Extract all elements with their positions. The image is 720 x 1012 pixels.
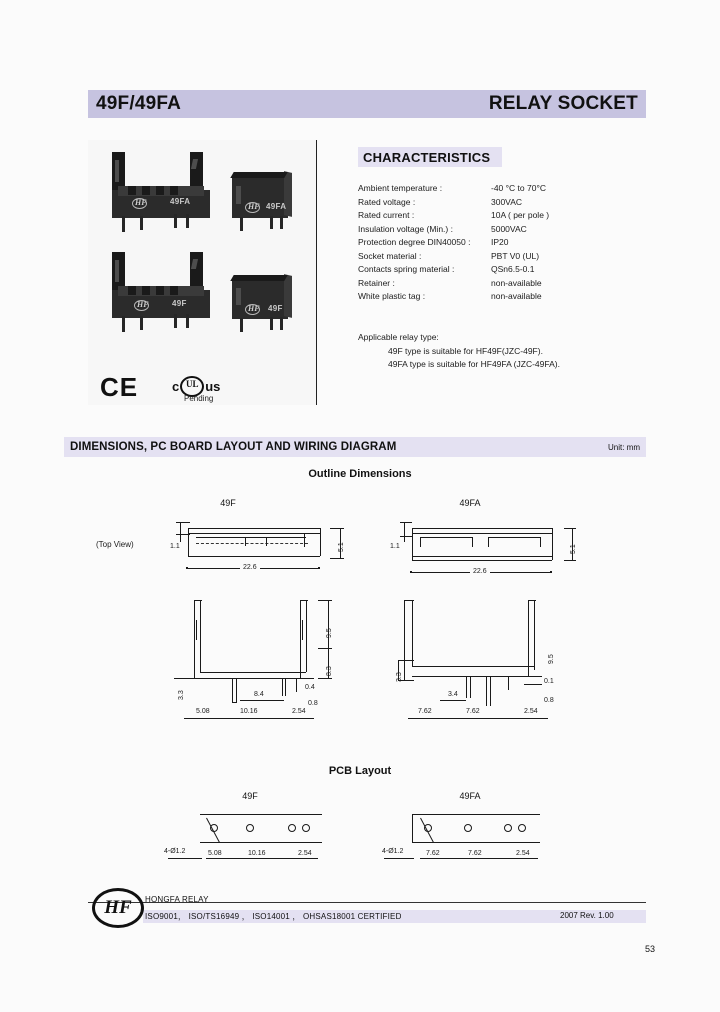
char-key: Contacts spring material : (358, 264, 455, 274)
hf-logo-mark: HF (248, 202, 260, 211)
socket-49f-open (106, 252, 216, 330)
applicable-relay-type (358, 331, 648, 372)
approval-marks (100, 372, 300, 406)
socket-label-49fa: 49FA (170, 197, 191, 206)
characteristics-row (358, 223, 638, 237)
dim-49f-top-width: 22.6 (240, 564, 260, 571)
dim-49fa-top-left: 1.1 (390, 543, 400, 550)
char-key: Retainer : (358, 277, 395, 288)
characteristics-row (358, 196, 638, 210)
top-view-label: (Top View) (96, 540, 134, 549)
model-title: 49F/49FA (96, 93, 182, 114)
dim-49fa-right-a: 0.1 (544, 678, 554, 685)
dim-49fa-bottom-2: 7.62 (466, 708, 480, 715)
ce-mark-icon: CE (100, 372, 139, 402)
characteristics-heading-band (358, 147, 502, 167)
dim-49f-bottom-2: 10.16 (240, 708, 258, 715)
socket-49fa-open (106, 152, 216, 230)
ul-letters: UL (185, 379, 199, 389)
characteristics-row (358, 182, 638, 196)
socket-label-49f: 49F (172, 299, 187, 308)
characteristics-heading: CHARACTERISTICS (363, 149, 491, 165)
applicable-49f: 49F type is suitable for HF49F(JZC-49F). (388, 345, 543, 356)
ul-us-letters: us (205, 379, 221, 394)
char-key: Rated current : (358, 210, 415, 220)
product-photo (88, 140, 316, 405)
char-key: Ambient temperature : (358, 183, 443, 193)
product-title: RELAY SOCKET (488, 93, 638, 114)
dim-49fa-bottom-1: 7.62 (418, 708, 432, 715)
pcb-49f-dim-1: 5.08 (208, 850, 222, 857)
characteristics-row (358, 290, 638, 304)
pcb-label-49fa: 49FA (459, 791, 481, 801)
dim-49f-side-b: 8.3 (326, 666, 333, 676)
pending-label: Pending (184, 394, 214, 403)
dim-49f-right-b: 0.8 (308, 700, 318, 707)
dim-49f-bottom-1: 5.08 (196, 708, 210, 715)
pcb-label-49f: 49F (242, 791, 258, 801)
char-value: 5000VAC (491, 223, 527, 234)
pcb-49f-dim-3: 2.54 (298, 850, 312, 857)
socket-label-49f: 49F (268, 304, 283, 313)
dim-49f-pin-gap: 8.4 (254, 691, 264, 698)
char-key: Protection degree DIN40050 : (358, 237, 471, 247)
outline-dimensions-title: Outline Dimensions (308, 468, 412, 480)
char-value: IP20 (491, 237, 509, 247)
drawing-label-49f: 49F (220, 498, 236, 508)
dimensions-heading-band (64, 437, 646, 457)
characteristics-row (358, 236, 638, 250)
socket-49fa-closed (228, 172, 298, 234)
hf-logo-mark: HF (137, 300, 149, 309)
ul-c-letter: c (172, 379, 180, 394)
char-key: White plastic tag : (358, 291, 426, 301)
pcb-49fa-hole-spec: 4-Ø1.2 (382, 848, 404, 855)
char-value: QSn6.5-0.1 (491, 264, 535, 274)
dim-49fa-side-a: 9.5 (548, 654, 555, 664)
char-key: Socket material : (358, 250, 422, 261)
dim-49fa-right-b: 0.8 (544, 697, 554, 704)
dim-49f-top-right: 5.1 (338, 542, 345, 552)
revision: 2007 Rev. 1.00 (560, 911, 614, 920)
char-value: non-available (491, 291, 542, 301)
drawing-label-49fa: 49FA (459, 498, 481, 508)
dim-49fa-pin-gap: 3.4 (448, 691, 458, 698)
dim-49f-bottom-3: 2.54 (292, 708, 306, 715)
char-key: Insulation voltage (Min.) : (358, 223, 453, 234)
pcb-49f-dim-2: 10.16 (248, 850, 266, 857)
char-value: non-available (491, 277, 542, 288)
pcb-49f-hole-spec: 4-Ø1.2 (164, 848, 186, 855)
company-name: HONGFA RELAY (145, 895, 209, 904)
unit-label: Unit: mm (608, 442, 640, 452)
dim-49fa-top-right: 5.1 (570, 544, 577, 554)
page-title-band (88, 90, 646, 118)
characteristics-table (358, 182, 638, 304)
hongfa-logo-icon (92, 888, 144, 928)
char-key: Rated voltage : (358, 196, 416, 207)
socket-49f-closed (228, 275, 298, 337)
dimensions-heading: DIMENSIONS, PC BOARD LAYOUT AND WIRING DIAGRAM (70, 441, 397, 453)
photo-divider (316, 140, 317, 405)
char-value: PBT V0 (UL) (491, 250, 540, 261)
pcb-layout-title: PCB Layout (328, 765, 392, 777)
characteristics-row (358, 209, 638, 223)
char-value: -40 °C to 70°C (491, 183, 546, 193)
dim-49f-side-a: 9.5 (326, 628, 333, 638)
pcb-49fa-dim-2: 7.62 (468, 850, 482, 857)
socket-label-49fa: 49FA (266, 202, 287, 211)
characteristics-row (358, 250, 638, 264)
hf-logo-mark: HF (135, 198, 147, 207)
dim-49f-left-height: 3.3 (178, 690, 185, 700)
dim-49f-right-a: 0.4 (305, 684, 315, 691)
dim-49fa-left-height: 3.3 (396, 672, 403, 682)
char-value: 300VAC (491, 196, 523, 207)
characteristics-row (358, 277, 638, 291)
char-value: 10A ( per pole ) (491, 210, 550, 220)
characteristics-row (358, 263, 638, 277)
pcb-49fa-dim-1: 7.62 (426, 850, 440, 857)
certifications: ISO9001， ISO/TS16949 ， ISO14001 ， OHSAS18001 CERTIFIED (145, 912, 402, 921)
page-number: 53 (644, 944, 655, 954)
dim-49fa-bottom-3: 2.54 (524, 708, 538, 715)
applicable-title: Applicable relay type: (358, 332, 439, 342)
dim-49f-top-left: 1.1 (170, 543, 180, 550)
hongfa-logo-text: HF (104, 897, 132, 918)
dim-49fa-top-width: 22.6 (470, 568, 490, 575)
pcb-49fa-dim-3: 2.54 (516, 850, 530, 857)
applicable-49fa: 49FA type is suitable for HF49FA (JZC-49FA). (388, 359, 560, 369)
hf-logo-mark: HF (248, 304, 260, 313)
